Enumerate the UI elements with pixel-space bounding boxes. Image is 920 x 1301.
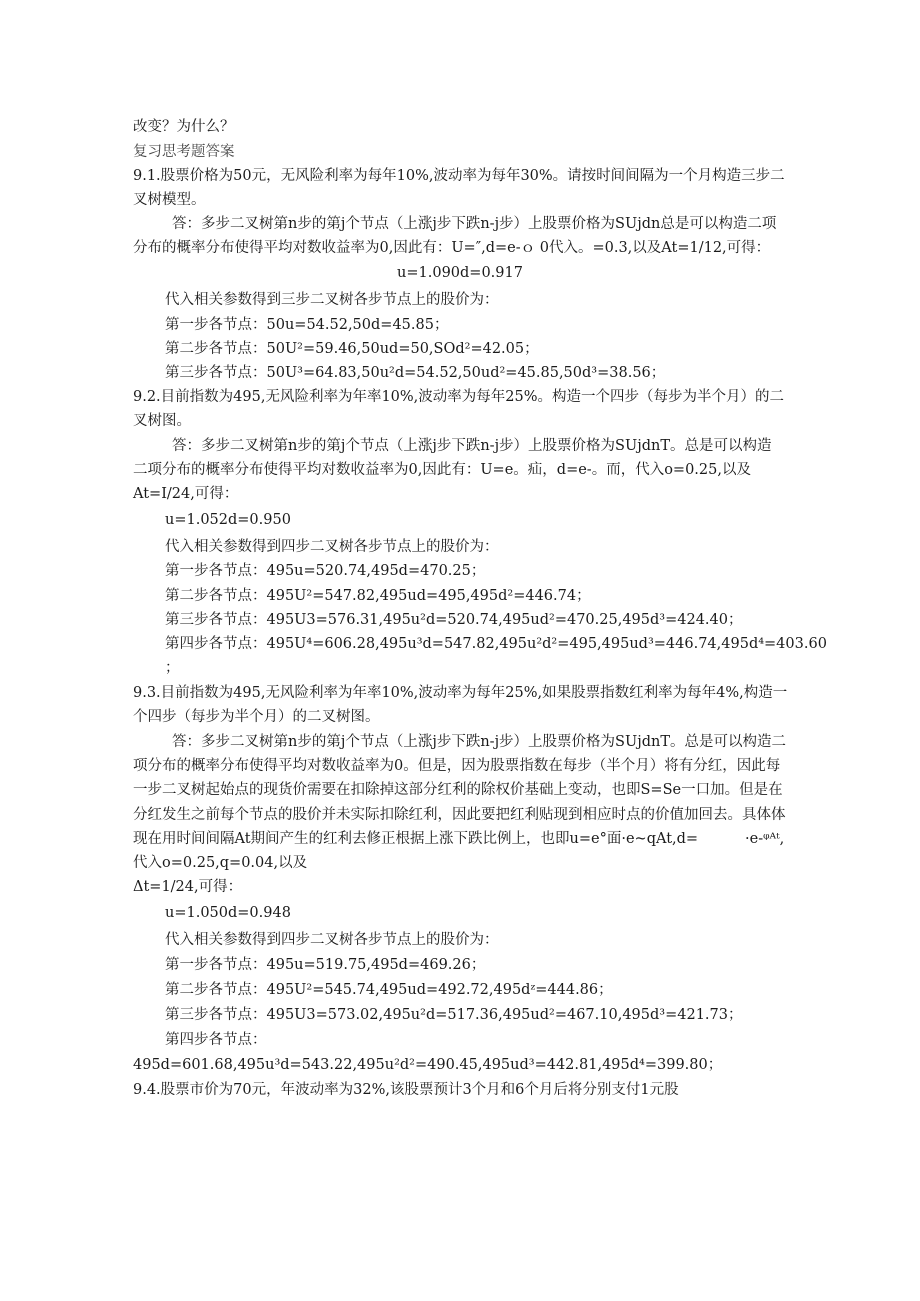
answer-9-3-dt: Δt=1/24,可得： xyxy=(133,879,243,895)
answer-9-3-step2: 第二步各节点：495U²=545.74,495ud=492.72,495dᶻ=444.86； xyxy=(165,982,613,998)
answer-9-1-step3: 第三步各节点：50U³=64.83,50u²d=54.52,50ud²=45.85,50d³=38.56； xyxy=(165,365,666,381)
answer-9-2-step2: 第二步各节点：495U²=547.82,495ud=495,495d²=446.74； xyxy=(165,588,591,604)
answer-9-1-step1: 第一步各节点：50u=54.52,50d=45.85； xyxy=(165,317,449,333)
answer-9-2: 答：多步二叉树第n步的第j个节点（上涨j步下跌n-j步）上股票价格为SUjdnT。总是可以构造 xyxy=(172,438,772,454)
answer-9-2-cont: 二项分布的概率分布使得平均对数收益率为0,因此有：U=e。疝，d=e-。而，代入o=0.25,以及 xyxy=(133,462,751,478)
answer-9-3-ud: u=1.050d=0.948 xyxy=(165,905,291,921)
answer-9-1-cont: 分布的概率分布使得平均对数收益率为0,因此有：U=″,d=e-ｏ 0代入。=0.3,以及At=1/12,可得： xyxy=(133,240,771,256)
answer-9-3-line2: 项分布的概率分布使得平均对数收益率为0。但是，因为股票指数在每步（半个月）将有分红，因此每 xyxy=(133,758,781,774)
answer-9-1-step2: 第二步各节点：50U²=59.46,50ud=50,SOd²=42.05； xyxy=(165,341,539,357)
answer-9-3-step3: 第三步各节点：495U3=573.02,495u²d=517.36,495ud²=467.10,495d³=421.73； xyxy=(165,1007,743,1023)
line-1: 改变？为什么？ xyxy=(133,119,235,135)
answer-9-3-line5-tail: ·e-ᵠᴬᵗ, xyxy=(745,831,785,847)
question-9-3-cont: 个四步（每步为半个月）的二叉树图。 xyxy=(133,709,380,725)
answer-9-3-line3: 一步二叉树起始点的现货价需要在扣除掉这部分红利的除权价基础上变动，也即S=Se一口加。但是在 xyxy=(133,782,783,798)
answer-9-2-step1: 第一步各节点：495u=520.74,495d=470.25； xyxy=(165,563,486,579)
answer-9-3-params: 代入o=0.25,q=0.04,以及 xyxy=(133,855,308,871)
answer-9-1-intro: 代入相关参数得到三步二叉树各步节点上的股价为： xyxy=(165,292,499,308)
question-9-1: 9.1.股票价格为50元，无风险利率为每年10%,波动率为每年30%。请按时间间隔为一个月构造三步二 xyxy=(133,168,785,184)
answer-9-3: 答：多步二叉树第n步的第j个节点（上涨j步下跌n-j步）上股票价格为SUjdnT。总是可以构造二 xyxy=(172,734,787,750)
answer-9-3-step4: 495d=601.68,495u³d=543.22,495u²d²=490.45,495ud³=442.81,495d⁴=399.80； xyxy=(133,1057,723,1073)
answer-9-2-end: ； xyxy=(165,660,180,676)
question-9-2: 9.2.目前指数为495,无风险利率为年率10%,波动率为每年25%。构造一个四步（每步为半个月）的二 xyxy=(133,389,785,405)
question-9-2-cont: 叉树图。 xyxy=(133,413,191,429)
answer-9-3-step4-label: 第四步各节点： xyxy=(165,1032,267,1048)
question-9-4: 9.4.股票市价为70元，年波动率为32%,该股票预计3个月和6个月后将分别支付1元股 xyxy=(133,1082,679,1098)
answer-9-1-ud: u=1.090d=0.917 xyxy=(397,265,523,281)
answer-9-3-intro: 代入相关参数得到四步二叉树各步节点上的股价为： xyxy=(165,932,499,948)
answer-9-3-step1: 第一步各节点：495u=519.75,495d=469.26； xyxy=(165,957,486,973)
section-heading: 复习思考题答案 xyxy=(133,144,235,160)
question-9-3: 9.3.目前指数为495,无风险利率为年率10%,波动率为每年25%,如果股票指数红利率为每年4%,构造一 xyxy=(133,685,788,701)
answer-9-3-line4: 分红发生之前每个节点的股价并未实际扣除红利，因此要把红利贴现到相应时点的价值加回去。具体体 xyxy=(133,807,786,823)
answer-9-2-step4: 第四步各节点：495U⁴=606.28,495u³d=547.82,495u²d²=495,495ud³=446.74,495d⁴=403.60 xyxy=(165,636,827,652)
answer-9-2-ud: u=1.052d=0.950 xyxy=(165,512,291,528)
answer-9-2-intro: 代入相关参数得到四步二叉树各步节点上的股价为： xyxy=(165,539,499,555)
answer-9-1: 答：多步二叉树第n步的第j个节点（上涨j步下跌n-j步）上股票价格为SUjdn总是可以构造二项 xyxy=(172,216,777,232)
answer-9-2-step3: 第三步各节点：495U3=576.31,495u²d=520.74,495ud²=470.25,495d³=424.40； xyxy=(165,612,743,628)
question-9-1-cont: 叉树模型。 xyxy=(133,192,206,208)
answer-9-2-dt: At=I/24,可得： xyxy=(133,486,239,502)
answer-9-3-line5: 现在用时间间隔At期间产生的红利去修正根据上涨下跌比例上，也即u=e°面·e~qAt,d= xyxy=(133,831,699,847)
